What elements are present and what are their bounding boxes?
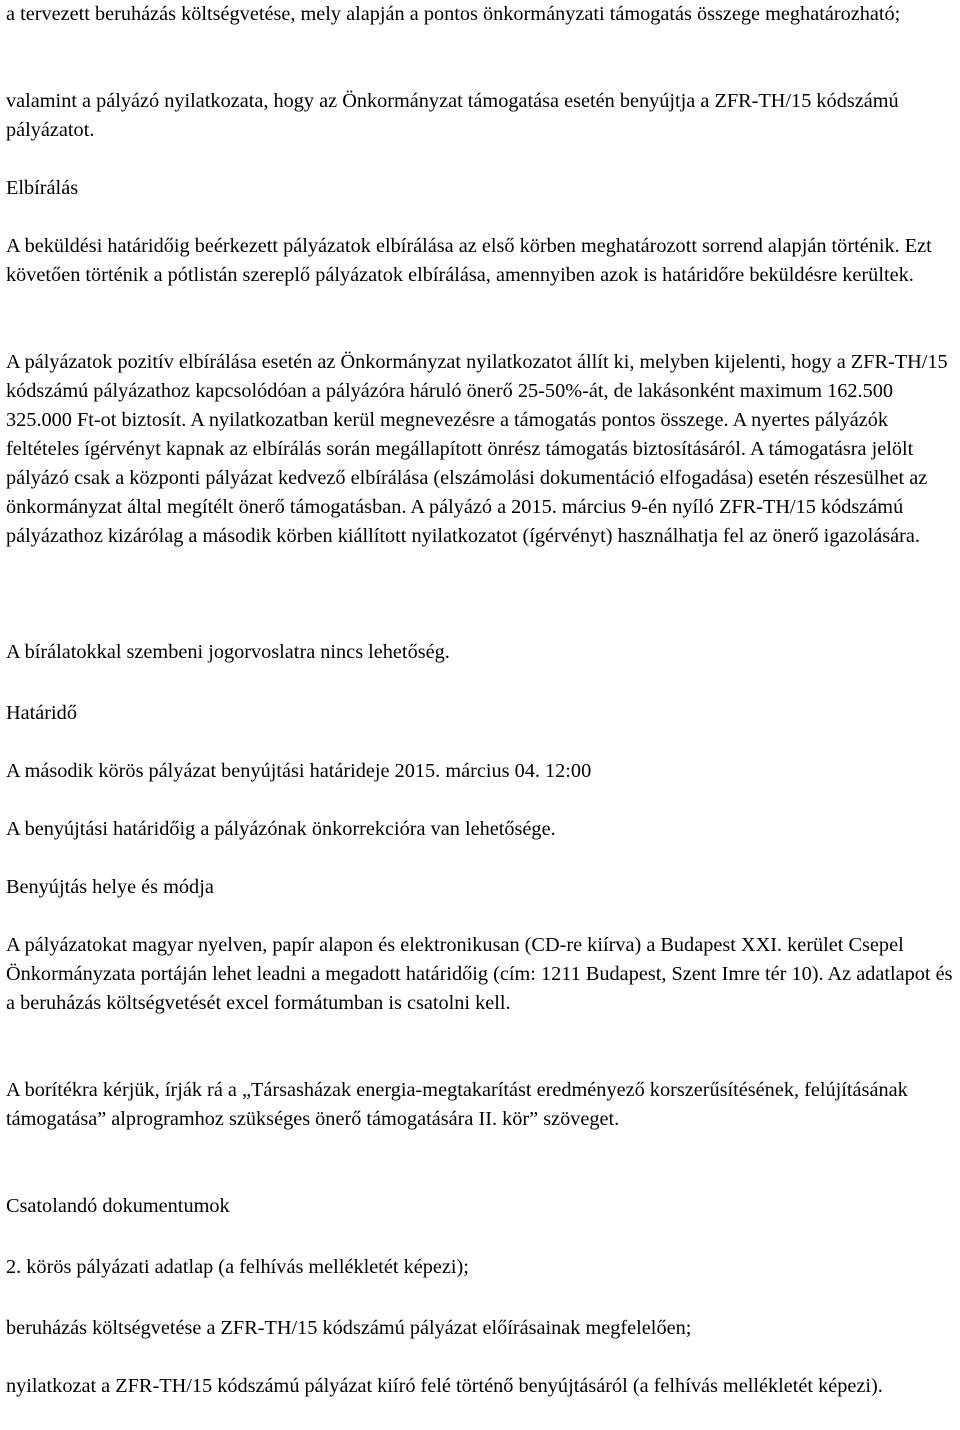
elbiralas-paragraph-2: A pályázatok pozitív elbírálása esetén az Önkormányzat nyilatkozatot állít ki, melyben kijelenti, hogy a ZFR-TH/15 kódszámú pályázathoz kapcsolódóan a pályázóra háruló önerő 25-50%-át, de lakásonként maximum 162.500 325.000 Ft-ot biztosít. A nyilatkozatban kerül megnevezésre a támogatás pontos összege. A nyertes pályázók feltételes ígérvényt kapnak az elbírálás során megállapított önrész támogatás biztosításáról. A támogatásra jelölt pályázó csak a központi pályázat kedvező elbírálása (elszámolási dokumentáció elfogadása) esetén részesülhet az önkormányzat által megítélt önerő támogatásban. A pályázó a 2015. március 9-én nyíló ZFR-TH/15 kódszámú pályázathoz kizárólag a második körben kiállított nyilatkozatot (ígérvényt) használhatja fel az önerő igazolására.	[6, 351, 948, 547]
benyujtas-paragraph-2: A borítékra kérjük, írják rá a „Társasházak energia-megtakarítást eredményező korszerűsítésének, felújításának támogatása” alprogramhoz szükséges önerő támogatására II. kör” szöveget.	[6, 1079, 908, 1130]
csatolando-item-3: nyilatkozat a ZFR-TH/15 kódszámú pályázat kiíró felé történő benyújtásáról (a felhívás mellékletét képezi).	[6, 1375, 883, 1397]
intro-paragraph-2: valamint a pályázó nyilatkozata, hogy az Önkormányzat támogatása esetén benyújtja a ZFR-TH/15 kódszámú pályázatot.	[6, 90, 899, 141]
elbiralas-paragraph-1: A beküldési határidőig beérkezett pályázatok elbírálása az első körben meghatározott sorrend alapján történik. Ezt követően történik a pótlistán szereplő pályázatok elbírálása, amennyiben azok is határidőre beküldésre kerültek.	[6, 235, 932, 286]
section-heading-elbiralas: Elbírálás	[6, 177, 79, 199]
intro-paragraph-1: a tervezett beruházás költségvetése, mely alapján a pontos önkormányzati támogatás összege meghatározható;	[6, 3, 901, 25]
elbiralas-paragraph-3: A bírálatokkal szembeni jogorvoslatra nincs lehetőség.	[6, 641, 450, 663]
section-heading-csatolando: Csatolandó dokumentumok	[6, 1195, 230, 1217]
section-heading-benyujtas: Benyújtás helye és módja	[6, 876, 214, 898]
benyujtas-paragraph-1: A pályázatokat magyar nyelven, papír alapon és elektronikusan (CD-re kiírva) a Budapest XXI. kerület Csepel Önkormányzata portáján lehet leadni a megadott határidőig (cím: 1211 Budapest, Szent Imre tér 10). Az adatlapot és a beruházás költségvetését excel formátumban is csatolni kell.	[6, 934, 953, 1014]
csatolando-item-1: 2. körös pályázati adatlap (a felhívás mellékletét képezi);	[6, 1256, 469, 1278]
section-heading-hatarido: Határidő	[6, 702, 77, 724]
hatarido-paragraph-2: A benyújtási határidőig a pályázónak önkorrekcióra van lehetősége.	[6, 818, 556, 840]
hatarido-paragraph-1: A második körös pályázat benyújtási határideje 2015. március 04. 12:00	[6, 760, 592, 782]
csatolando-item-2: beruházás költségvetése a ZFR-TH/15 kódszámú pályázat előírásainak megfelelően;	[6, 1317, 692, 1339]
